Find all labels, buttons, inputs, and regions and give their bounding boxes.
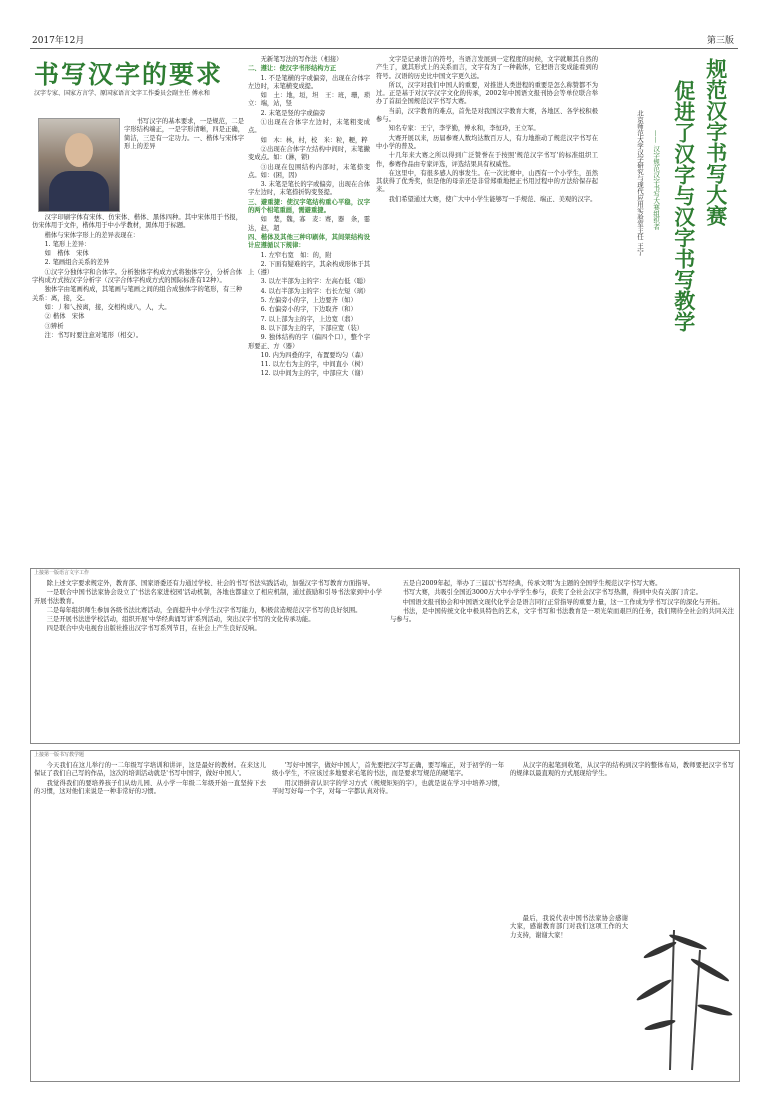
page-number: 第三版 xyxy=(706,36,734,46)
article2-title-line1: 规范汉字书写大赛 xyxy=(703,58,729,226)
paragraph: 4. 以右半部为主的字：右长左短（璃） xyxy=(260,287,370,295)
paragraph: 如 楷体 宋体 xyxy=(44,250,89,258)
paragraph: 最后，我说代表中国书法家协会感谢大家，感谢教育部门对我们这项工作的大力支持，谢谢大家！ xyxy=(510,915,628,939)
paragraph: 文字是记录语言的符号，当语言发展到一定程度的时候，文字就顺其自然的产生了，就其形式上的关系而言，文字有为了一种载体，它把语言变成能看到的符号。汉语的历史比中国文字更久远。 xyxy=(376,56,598,80)
paragraph: 2. 笔画组合关系的差异 xyxy=(44,259,110,267)
paragraph: 2. 末笔是竖的字或偏旁 xyxy=(260,109,326,117)
paragraph: 一是联合中国书法家协会设立了'书法名家进校园'活动机制，各地也都建立了相应机制，通过鼓励和引导书法家到中小学开展书法教育。 xyxy=(34,589,382,605)
article3-label: 上接第一版语言文字工作 xyxy=(34,570,90,576)
article4-col4 xyxy=(510,915,628,1075)
paragraph: 从汉字的起笔到收笔，从汉字的结构到汉字的整体布局，教师要把汉字书写的规律以最直观的方式展现给学生。 xyxy=(510,762,734,778)
paragraph: 大赛开展以来，历届参赛人数均达数百万人，有力地推动了规范汉字书写在中小学的普及。 xyxy=(376,134,598,150)
paragraph: 今天我们在这儿举行的一二年级写字培训和讲评，这是最好的教材。在来这儿保证了我们自己写的作品，这次的培训活动就是'书写中国字，做好中国人'。 xyxy=(34,762,266,778)
paragraph: 如：丿和乀按离，接，交相构成八，人，大。 xyxy=(44,303,171,311)
article4-col2 xyxy=(272,762,504,1077)
paragraph: 1. 笔形上差异： xyxy=(44,240,91,248)
article1-column2 xyxy=(248,56,377,561)
paragraph: 9. 独体结构的字（偏四个口），整个字形要正、方（器） xyxy=(248,334,370,350)
article1-column1 xyxy=(32,214,242,559)
paragraph: 楷体与宋体字形上的差异表现在： xyxy=(44,231,140,239)
paragraph: 知名专家：王宁，李学勤，傅永和，李恒玲，王立军。 xyxy=(388,125,540,133)
paragraph: 用汉语拼音认识字的学习方式（规规矩矩的字），也就是说在学习中培养习惯，平时写好每一个字，对每一字都认真对待。 xyxy=(272,779,504,795)
paragraph: 1. 左窄右宽 如：的，附 xyxy=(260,251,332,259)
paragraph: 如 木：林，村，校 米：粒，粳，粹 xyxy=(260,136,368,144)
paragraph: ①汉字分独体字和合体字。分析独体字构成方式将独体字分，分析合体字构成方式按汉字分析字（汉字合体字构成方式的国际标准有12种）。 xyxy=(32,268,242,285)
article2-author: 北京师范大学汉字研究与现代应用实验室主任 王宁 xyxy=(636,110,644,256)
paragraph: ③辨析 xyxy=(44,322,64,330)
article2-title-line2: 促进了汉字与汉字书写教学 xyxy=(671,80,697,332)
paragraph: 我们希望通过大赛，使广大中小学生能够写一手规范、端正、美观的汉字。 xyxy=(388,195,597,203)
article1-byline: 汉字专家、国家方言学、原国家语言文字工作委员会副主任 傅永和 xyxy=(34,90,210,97)
paragraph: ②出现在合体字左结构中间时，末笔撇变成点。如：(淋，锁) xyxy=(248,145,370,162)
paragraph: ①出现在合体字左边时，末笔粗变成点。 xyxy=(248,119,370,135)
paragraph: 除上述文字要求规定外，教育部、国家语委还有力通过学校、社会的书写书法实践活动，加强汉字书写教育方面指导。 xyxy=(46,580,375,587)
paragraph: 四、楷体及其他三种印刷体，其间架结构设计应遵循以下规律： xyxy=(248,233,370,250)
paragraph: 注：书写时要注意对笔形（相交）。 xyxy=(44,331,143,339)
paragraph: 中国语文报刊协会和中国语文现代化学会是语言同行正常指导的重要力量，这一工作成为学书写汉字的深化与开拓。 xyxy=(402,598,724,606)
page-date: 2017年12月 xyxy=(32,36,85,46)
paragraph: 三、避重捷：使汉字笔结构重心平稳，汉字的两个相笔重画，需避重捷。 xyxy=(248,198,370,215)
header-rule xyxy=(30,48,738,49)
paragraph: 三是开展书法进学校活动，组织开展'中华经典诵写讲'系列活动，突出汉字书写的文化传承功能。 xyxy=(46,616,315,624)
article4-col1 xyxy=(34,762,266,1077)
paragraph: 3. 末笔是笔长的字或偏旁，出现在合体字左边时，末笔捺折钩变竖提。 xyxy=(248,181,370,197)
paragraph: 8. 以下部为主的字，下部应宽（装） xyxy=(260,324,364,332)
paragraph: 6. 右偏旁小的字，下边取齐（和） xyxy=(260,306,357,314)
paragraph: 如 楚，魏，寡 麦：赛，器 条，霎 达，赵，超 xyxy=(248,216,377,232)
author-photo xyxy=(38,118,120,212)
article4-label: 上接第一版书写教学题 xyxy=(34,752,85,758)
paragraph: 3. 以左半部为主的字：左高右低（聪） xyxy=(260,278,370,286)
paragraph: 7. 以上部为主的字，上边宽（翡） xyxy=(260,315,357,323)
paragraph: 当前，汉字教育的难点，首先是对我国汉字教育大赛，各地区、各学校积极参与。 xyxy=(376,107,598,124)
paragraph: 10. 内为四叠的字，布置要均匀（森） xyxy=(260,351,368,359)
paragraph: 书法，是中国传统文化中极具特色的艺术，文字书写和书法教育是一项光荣而艰巨的任务，我们期待全社会的共同关注与参与。 xyxy=(390,607,734,624)
bamboo-painting xyxy=(630,920,740,1070)
paragraph: 四是联合中央电视台出版社推出汉字书写系列节目，在社会上产生良好反响。 xyxy=(46,625,261,633)
article1-intro: 书写汉字的基本要求，一是规范，二是字形结构端正，一是字形清晰，四是正确，简洁，三是有一定功力。一、楷体与宋体字形上的差异 xyxy=(124,118,244,150)
paragraph: 12. 以中间为主的字，中部应大（谢） xyxy=(260,370,368,378)
paragraph: 五是自2009年起，举办了三届以'书写经典，传承文明'为主题的全国学生规范汉字书写大赛。 xyxy=(402,580,662,587)
paragraph: 独体字由笔画构成，其笔画与笔画之间的组合成独体字的笔形，有三种关系：离，接，交。 xyxy=(32,286,242,302)
article1-title: 书写汉字的要求 xyxy=(34,60,224,89)
article2-subtitle: —— 汉字规范汉字书写大赛组织者 xyxy=(652,130,661,230)
paragraph: 二、遵让：使汉字书形结构方正 xyxy=(248,65,337,73)
paragraph: '写好中国字，做好中国人'，首先要把汉字写正确，要写端正，对于初学的一年级小学生，不应该过多地要求毛笔的书法，而是要求写规范的硬笔字。 xyxy=(272,762,504,778)
article4-col3 xyxy=(510,762,734,912)
paragraph: 十几年来大赛之所以得到广泛赞誉在于按照'规范汉字书写'的标准组织工作，参赛作品由专家评选，评选结果具有权威性。 xyxy=(376,152,598,168)
col2-head: 无新笔写法的写作法（相接） xyxy=(260,56,343,63)
paragraph: 在这里中，有很多感人的事发生。在一次比赛中，山西有一个小学生，虽然其获得了优秀奖，但是他的母亲还是非常郑重地把正书用过程中的方法给保存起来。 xyxy=(376,169,598,194)
article3-right xyxy=(390,580,734,740)
paragraph: 书写大赛，共吸引全国近3000万大中小学学生参与，获奖了全社会汉字书写热潮，得到中央有关部门肯定。 xyxy=(402,589,702,597)
paragraph: 11. 以左右为主的字，中间直小（树） xyxy=(260,361,368,369)
paragraph: ③出现在包围结构内部时，末笔捺变点。如：(困，因) xyxy=(248,163,370,179)
paragraph: 汉字印刷字体有宋体、仿宋体、楷体、黑体四种。其中宋体用于书报，仿宋体用于文件，楷体用于中小学教材，黑体用于标题。 xyxy=(32,214,242,230)
paragraph: 如 土：地，垣，坦 王：班，珊，琐 立：端，站，竖 xyxy=(248,92,377,108)
paragraph: 2. 下面有疑难的字，其余构成形体于其上（遵） xyxy=(248,260,370,277)
paragraph: ② 楷体 宋体 xyxy=(44,313,85,321)
article2-body xyxy=(376,56,598,561)
paragraph: 1. 不是笔横的字或偏旁，出现在合体字左边时，末笔横变成提。 xyxy=(248,74,370,90)
paragraph: 我觉得我们的要培养孩子们从幼儿园、从小学一年级二年级开始一直坚持下去的习惯，这对他们来说是一种非常好的习惯。 xyxy=(34,779,266,795)
paragraph: 5. 左偏旁小的字，上边要齐（如） xyxy=(260,297,357,305)
paragraph: 二是每年组织师生参加各级书法比赛活动，全面提升中小学生汉字书写能力，积极营造规范汉字书写的良好氛围。 xyxy=(46,606,362,614)
paragraph: 所以，汉字对我们中国人的重要，对推进人类进程的重要是怎么称赞都不为过。正是基于对汉字汉字文化的传承，2002年中国语文报刊协会等单位联合举办了首届全国规范汉字书写大赛。 xyxy=(376,81,598,106)
article3-left xyxy=(34,580,382,740)
